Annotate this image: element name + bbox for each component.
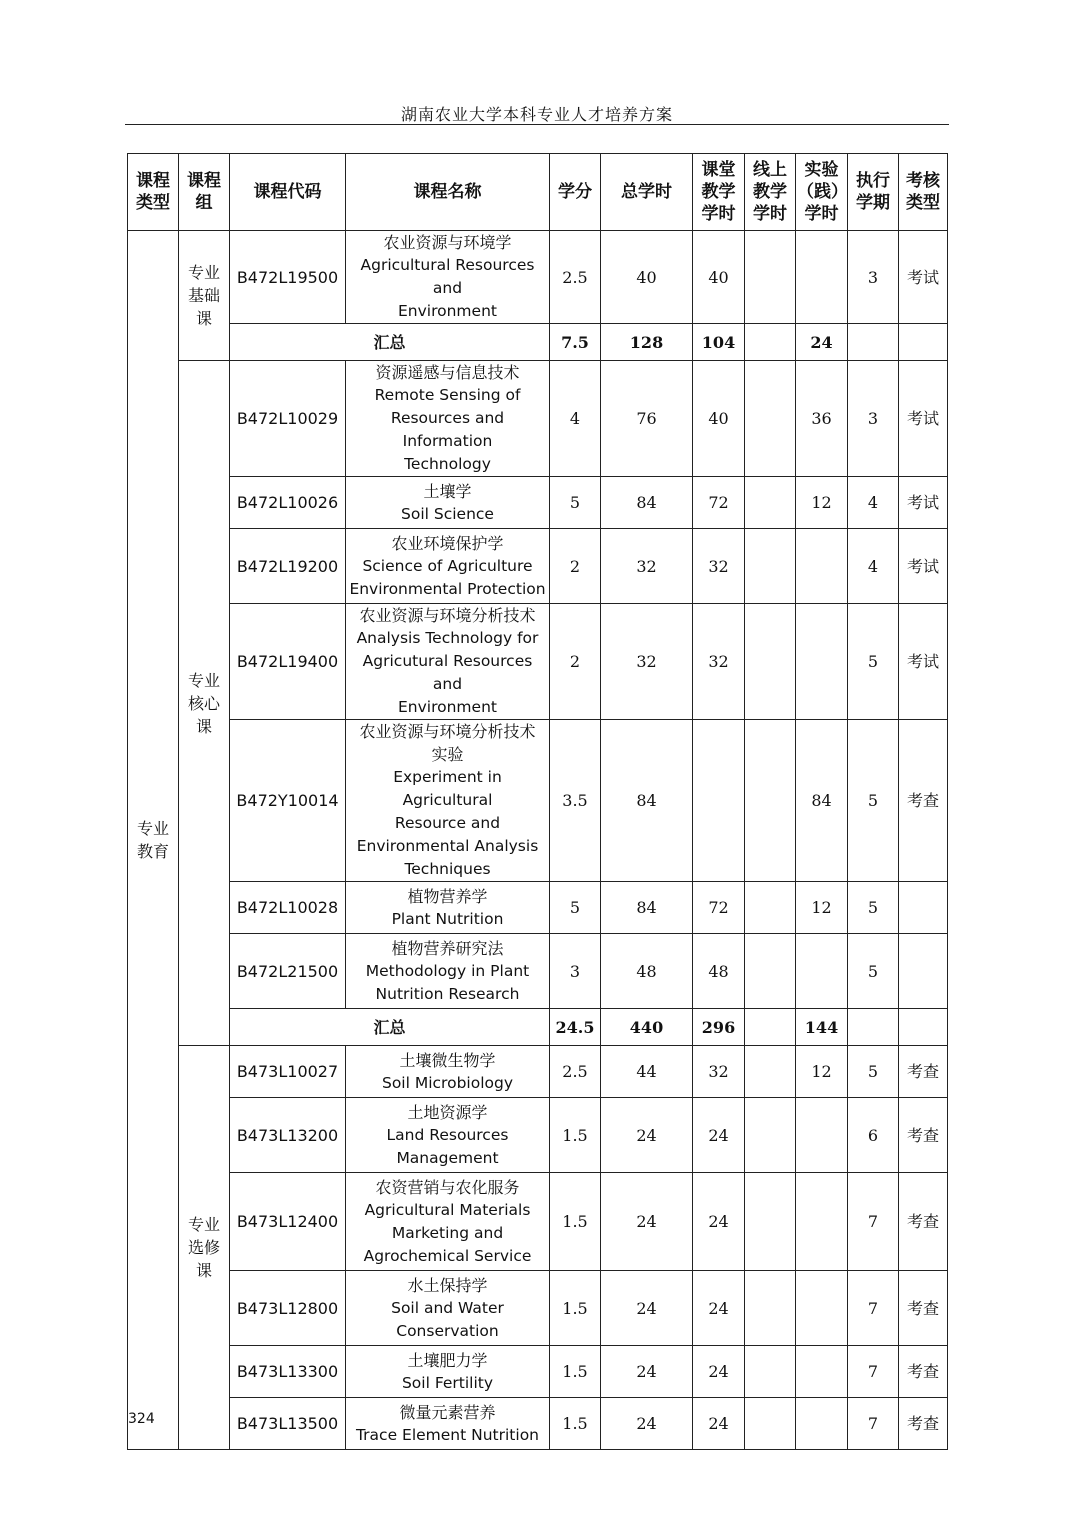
table-row: [128, 1346, 948, 1398]
lab-hours: 12: [796, 1046, 848, 1098]
course-name: 植物营养学 Plant Nutrition: [346, 882, 550, 934]
exam-type: 考试: [899, 231, 948, 324]
course-name: 土地资源学 Land Resources Management: [346, 1098, 550, 1173]
online-hours: [745, 231, 796, 324]
lab-hours: [796, 1098, 848, 1173]
classroom-hours: 48: [693, 934, 745, 1009]
lab-hours: [796, 1346, 848, 1398]
classroom-hours: 24: [693, 1398, 745, 1450]
credit: 1.5: [550, 1398, 601, 1450]
table-row: [128, 1173, 948, 1271]
summary-online-hours: [745, 324, 796, 361]
table-row: [128, 1271, 948, 1346]
credit: 1.5: [550, 1346, 601, 1398]
total-hours: 48: [601, 934, 693, 1009]
online-hours: [745, 1173, 796, 1271]
course-name: 植物营养研究法 Methodology in Plant Nutrition Research: [346, 934, 550, 1009]
credit: 5: [550, 477, 601, 529]
semester: 7: [848, 1398, 899, 1450]
table-row: [128, 1046, 948, 1098]
course-name: 农业资源与环境分析技术 Analysis Technology for Agricutural Resources and Environment: [346, 604, 550, 720]
summary-exam-type: [899, 324, 948, 361]
summary-label: 汇总: [230, 1009, 550, 1046]
credit: 1.5: [550, 1271, 601, 1346]
course-code: B473L13500: [230, 1398, 346, 1450]
classroom-hours: 32: [693, 604, 745, 720]
credit: 4: [550, 361, 601, 477]
course-code: B473L10027: [230, 1046, 346, 1098]
semester: 7: [848, 1173, 899, 1271]
course-code: B472L21500: [230, 934, 346, 1009]
table-row: [128, 720, 948, 882]
online-hours: [745, 361, 796, 477]
classroom-hours: 72: [693, 882, 745, 934]
course-code: B472L10026: [230, 477, 346, 529]
course-code: B473L13200: [230, 1098, 346, 1173]
course-code: B472L10028: [230, 882, 346, 934]
online-hours: [745, 934, 796, 1009]
summary-semester: [848, 1009, 899, 1046]
table-row: [128, 934, 948, 1009]
course-code: B473L13300: [230, 1346, 346, 1398]
page-number: 324: [128, 1411, 155, 1427]
summary-classroom-hours: 296: [693, 1009, 745, 1046]
classroom-hours: 24: [693, 1271, 745, 1346]
header-course-type: 课程 类型: [128, 154, 179, 231]
semester: 5: [848, 720, 899, 882]
lab-hours: [796, 1271, 848, 1346]
total-hours: 24: [601, 1398, 693, 1450]
course-type-cell: 专业 教育: [128, 231, 179, 1450]
total-hours: 76: [601, 361, 693, 477]
group-elective-cell: 专业 选修 课: [179, 1046, 230, 1450]
total-hours: 24: [601, 1271, 693, 1346]
classroom-hours: 24: [693, 1346, 745, 1398]
credit: 2: [550, 604, 601, 720]
exam-type: 考试: [899, 477, 948, 529]
table-row: [128, 882, 948, 934]
lab-hours: [796, 1398, 848, 1450]
summary-row: [128, 324, 948, 361]
total-hours: 32: [601, 529, 693, 604]
summary-total-hours: 440: [601, 1009, 693, 1046]
semester: 4: [848, 529, 899, 604]
summary-exam-type: [899, 1009, 948, 1046]
semester: 4: [848, 477, 899, 529]
online-hours: [745, 1346, 796, 1398]
classroom-hours: 32: [693, 1046, 745, 1098]
online-hours: [745, 604, 796, 720]
credit: 1.5: [550, 1098, 601, 1173]
total-hours: 44: [601, 1046, 693, 1098]
exam-type: 考试: [899, 361, 948, 477]
total-hours: 32: [601, 604, 693, 720]
header-course-name: 课程名称: [346, 154, 550, 231]
header-classroom-hours: 课堂 教学 学时: [693, 154, 745, 231]
credit: 2: [550, 529, 601, 604]
table-header-row: [128, 154, 948, 231]
semester: 7: [848, 1346, 899, 1398]
classroom-hours: [693, 720, 745, 882]
total-hours: 84: [601, 720, 693, 882]
summary-credit: 24.5: [550, 1009, 601, 1046]
credit: 2.5: [550, 1046, 601, 1098]
semester: 5: [848, 604, 899, 720]
course-name: 农业环境保护学 Science of Agriculture Environmental Protection: [346, 529, 550, 604]
header-exam-type: 考核 类型: [899, 154, 948, 231]
exam-type: 考查: [899, 1346, 948, 1398]
course-name: 微量元素营养 Trace Element Nutrition: [346, 1398, 550, 1450]
credit: 1.5: [550, 1173, 601, 1271]
header-semester: 执行 学期: [848, 154, 899, 231]
lab-hours: 36: [796, 361, 848, 477]
semester: 5: [848, 1046, 899, 1098]
table-row: [128, 231, 948, 324]
table-row: [128, 529, 948, 604]
lab-hours: [796, 934, 848, 1009]
lab-hours: [796, 604, 848, 720]
table-row: [128, 1398, 948, 1450]
semester: 3: [848, 231, 899, 324]
total-hours: 84: [601, 477, 693, 529]
course-code: B472L19500: [230, 231, 346, 324]
header-credit: 学分: [550, 154, 601, 231]
lab-hours: 84: [796, 720, 848, 882]
total-hours: 24: [601, 1346, 693, 1398]
exam-type: 考试: [899, 529, 948, 604]
header-course-code: 课程代码: [230, 154, 346, 231]
group-basic-cell: 专业 基础 课: [179, 231, 230, 361]
lab-hours: [796, 529, 848, 604]
semester: 7: [848, 1271, 899, 1346]
summary-online-hours: [745, 1009, 796, 1046]
classroom-hours: 40: [693, 231, 745, 324]
table-row: [128, 477, 948, 529]
online-hours: [745, 720, 796, 882]
exam-type: 考试: [899, 604, 948, 720]
exam-type: [899, 934, 948, 1009]
semester: 3: [848, 361, 899, 477]
header-rule: [125, 124, 949, 125]
online-hours: [745, 882, 796, 934]
exam-type: 考查: [899, 720, 948, 882]
exam-type: 考查: [899, 1098, 948, 1173]
course-code: B473L12800: [230, 1271, 346, 1346]
exam-type: [899, 882, 948, 934]
classroom-hours: 40: [693, 361, 745, 477]
table-row: [128, 361, 948, 477]
course-name: 资源遥感与信息技术 Remote Sensing of Resources and Information Technology: [346, 361, 550, 477]
summary-row: [128, 1009, 948, 1046]
total-hours: 84: [601, 882, 693, 934]
online-hours: [745, 1098, 796, 1173]
credit: 3: [550, 934, 601, 1009]
exam-type: 考查: [899, 1173, 948, 1271]
header-course-group: 课程 组: [179, 154, 230, 231]
lab-hours: [796, 1173, 848, 1271]
table-row: [128, 604, 948, 720]
total-hours: 24: [601, 1098, 693, 1173]
semester: 6: [848, 1098, 899, 1173]
exam-type: 考查: [899, 1046, 948, 1098]
total-hours: 40: [601, 231, 693, 324]
course-name: 土壤微生物学 Soil Microbiology: [346, 1046, 550, 1098]
lab-hours: 12: [796, 882, 848, 934]
course-table: [127, 153, 948, 1450]
summary-label: 汇总: [230, 324, 550, 361]
header-total-hours: 总学时: [601, 154, 693, 231]
classroom-hours: 24: [693, 1098, 745, 1173]
group-core-cell: 专业 核心 课: [179, 361, 230, 1046]
classroom-hours: 32: [693, 529, 745, 604]
course-name: 土壤学 Soil Science: [346, 477, 550, 529]
lab-hours: 12: [796, 477, 848, 529]
summary-lab-hours: 144: [796, 1009, 848, 1046]
course-name: 农业资源与环境学 Agricultural Resources and Environment: [346, 231, 550, 324]
table-row: [128, 1098, 948, 1173]
online-hours: [745, 477, 796, 529]
classroom-hours: 72: [693, 477, 745, 529]
course-code: B472Y10014: [230, 720, 346, 882]
online-hours: [745, 1398, 796, 1450]
course-name: 水土保持学 Soil and Water Conservation: [346, 1271, 550, 1346]
credit: 5: [550, 882, 601, 934]
lab-hours: [796, 231, 848, 324]
course-code: B472L19200: [230, 529, 346, 604]
course-code: B472L10029: [230, 361, 346, 477]
summary-semester: [848, 324, 899, 361]
exam-type: 考查: [899, 1271, 948, 1346]
exam-type: 考查: [899, 1398, 948, 1450]
course-code: B473L12400: [230, 1173, 346, 1271]
online-hours: [745, 529, 796, 604]
summary-total-hours: 128: [601, 324, 693, 361]
total-hours: 24: [601, 1173, 693, 1271]
semester: 5: [848, 934, 899, 1009]
credit: 3.5: [550, 720, 601, 882]
header-lab-hours: 实验 （践） 学时: [796, 154, 848, 231]
course-name: 农业资源与环境分析技术 实验 Experiment in Agricultural Resource and Environmental Analysis Techniques: [346, 720, 550, 882]
online-hours: [745, 1271, 796, 1346]
header-online-hours: 线上 教学 学时: [745, 154, 796, 231]
summary-classroom-hours: 104: [693, 324, 745, 361]
course-name: 土壤肥力学 Soil Fertility: [346, 1346, 550, 1398]
summary-credit: 7.5: [550, 324, 601, 361]
page-header-title: 湖南农业大学本科专业人才培养方案: [400, 105, 673, 124]
classroom-hours: 24: [693, 1173, 745, 1271]
credit: 2.5: [550, 231, 601, 324]
course-name: 农资营销与农化服务 Agricultural Materials Marketing and Agrochemical Service: [346, 1173, 550, 1271]
summary-lab-hours: 24: [796, 324, 848, 361]
semester: 5: [848, 882, 899, 934]
course-code: B472L19400: [230, 604, 346, 720]
online-hours: [745, 1046, 796, 1098]
